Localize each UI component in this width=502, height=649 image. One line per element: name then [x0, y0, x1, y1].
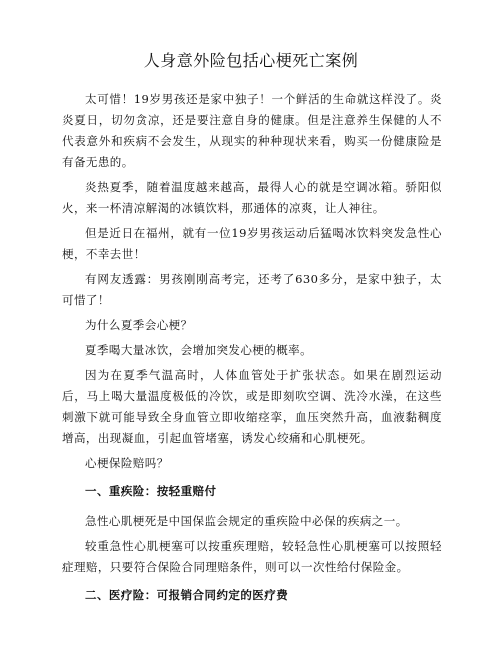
- paragraph-summer: 炎热夏季，随着温度越来越高，最得人心的就是空调冰箱。骄阳似火，来一杯清凉解渴的冰镇饮料，那通体的凉爽，让人神往。: [62, 180, 442, 215]
- paragraph-question-insurance: 心梗保险赔吗？: [85, 456, 169, 470]
- paragraph-incident: 但是近日在福州，就有一位19岁男孩运动后猛喝冰饮料突发急性心梗，不幸去世！: [62, 226, 442, 261]
- paragraph-netizen: 有网友透露：男孩刚刚高考完，还考了630多分，是家中独子，太可惜了！: [62, 272, 442, 307]
- document-title: 人身意外险包括心梗死亡案例: [143, 51, 359, 70]
- paragraph-cold-drinks: 夏季喝大量冰饮，会增加突发心梗的概率。: [85, 343, 313, 357]
- paragraph-explanation: 因为在夏季气温高时，人体血管处于扩张状态。如果在剧烈运动后，马上喝大量温度极低的冷饮，或是即刻吹空调、洗冷水澡，在这些刺激下就可能导致全身血管立即收缩痉挛，血压突然升高，血液黏稠度增高，出现凝血，引起血管堵塞，诱发心绞痛和心肌梗死。: [62, 368, 442, 445]
- document-body: [62, 89, 442, 615]
- section-heading-critical-illness: 一、重疾险：按轻重赔付: [85, 484, 217, 498]
- section-heading-medical: 二、医疗险：可报销合同约定的医疗费: [85, 588, 289, 602]
- paragraph-intro: 太可惜！19岁男孩还是家中独子！一个鲜活的生命就这样没了。炎炎夏日，切勿贪凉，还是要注意自身的健康。但是注意养生保健的人不代表意外和疾病不会发生，从现实的种种现状来看，购买一份健康险是有备无患的。: [62, 92, 442, 169]
- paragraph-critical-illness-1: 急性心肌梗死是中国保监会规定的重疾险中必保的疾病之一。: [85, 514, 408, 528]
- paragraph-critical-illness-2: 较重急性心肌梗塞可以按重疾理赔，较轻急性心肌梗塞可以按照轻症理赔，只要符合保险合同理赔条件，则可以一次性给付保险金。: [62, 539, 442, 574]
- paragraph-question-why: 为什么夏季会心梗？: [85, 318, 193, 332]
